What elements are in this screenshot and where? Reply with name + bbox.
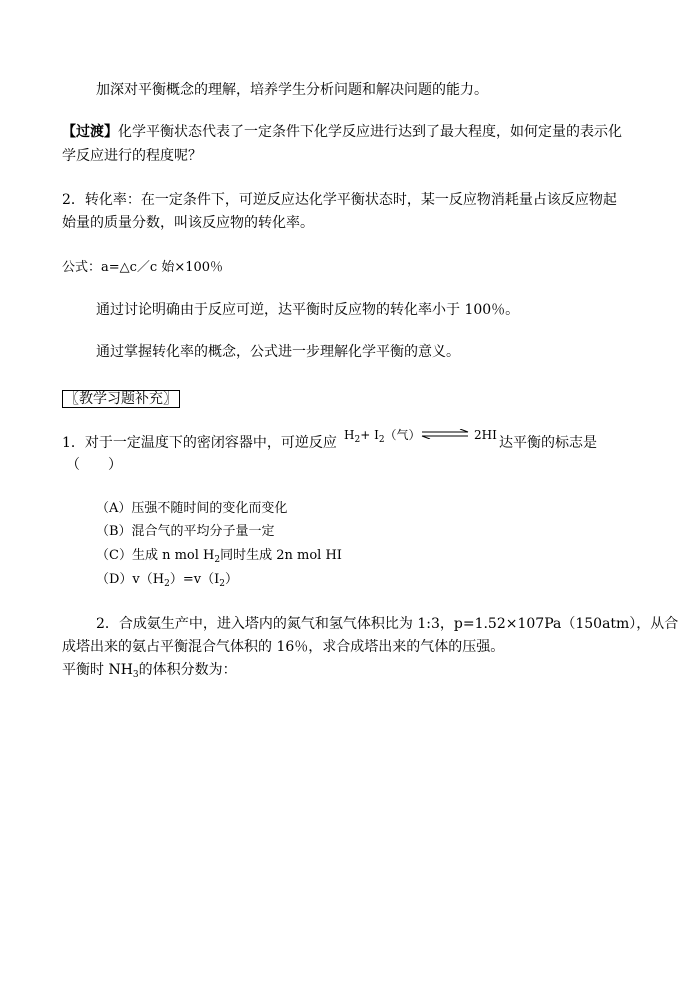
reaction-equation-product: 2HI <box>474 428 497 442</box>
question-1-line: 达平衡的标志是 <box>499 435 597 451</box>
paragraph-line: 通过掌握转化率的概念，公式进一步理解化学平衡的意义。 <box>96 344 460 360</box>
transition-paragraph <box>62 122 622 142</box>
section-heading <box>62 389 180 409</box>
option-a: （A）压强不随时间的变化而变化 <box>96 501 288 516</box>
option-b: （B）混合气的平均分子量一定 <box>96 524 275 539</box>
paragraph-line: 学反应进行的程度呢？ <box>62 148 202 164</box>
option-d: $(D)v(H_2)=v(I_2)$ <box>96 572 238 589</box>
paragraph-line: 通过讨论明确由于反应可逆，达平衡时反应物的转化率小于 100％。 <box>96 302 520 318</box>
answer-blank: （ ） <box>66 457 122 473</box>
question-2-line: 成塔出来的氨占平衡混合气体积的 16％，求合成塔出来的气体的压强。 <box>62 639 505 655</box>
question-2-line: 平衡时 $NH_3$的体积分数为： <box>62 662 237 680</box>
question-2-line: 2．合成氨生产中，进入塔内的氮气和氢气体积比为 1:3，p=1.52×107Pa（150atm），从合 <box>96 616 679 632</box>
paragraph-line: 2．转化率：在一定条件下，可逆反应达化学平衡状态时，某一反应物消耗量占该反应物起 <box>62 192 617 208</box>
option-c: （C）生成 n mol $H_2$同时生成 2n mol HI <box>96 548 342 565</box>
reversible-arrow-icon <box>420 429 470 439</box>
question-1-line: 1．对于一定温度下的密闭容器中，可逆反应 <box>62 435 337 451</box>
transition-tag: 【过渡】 <box>62 124 118 140</box>
formula-line: 公式：a=△c／c 始×100％ <box>62 260 224 275</box>
section-heading-box: 〖教学习题补充〗 <box>62 390 180 408</box>
reaction-equation-reactants: $H_2+ I_2$（气） <box>344 428 421 445</box>
paragraph-line: 加深对平衡概念的理解，培养学生分析问题和解决问题的能力。 <box>96 82 488 98</box>
paragraph-line: 化学平衡状态代表了一定条件下化学反应进行达到了最大程度，如何定量的表示化 <box>118 124 622 140</box>
paragraph-line: 始量的质量分数，叫该反应物的转化率。 <box>62 215 314 231</box>
